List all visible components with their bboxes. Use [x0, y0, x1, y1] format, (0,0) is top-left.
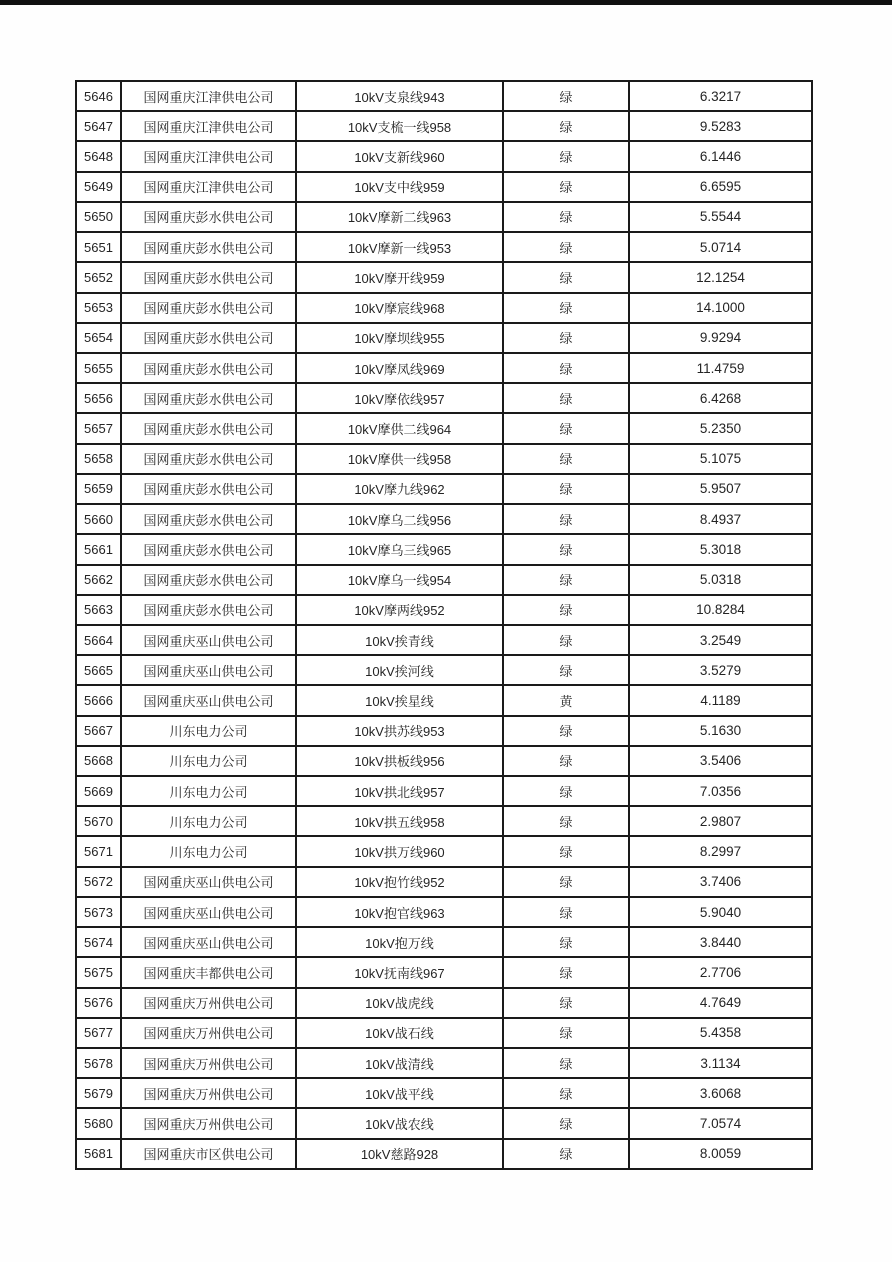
cell-row-number: 5674	[77, 928, 122, 956]
cell-row-number: 5657	[77, 414, 122, 442]
cell-line-name: 10kV拱万线960	[297, 837, 504, 865]
cell-status: 绿	[504, 717, 630, 745]
cell-status: 绿	[504, 414, 630, 442]
cell-value: 5.5544	[699, 209, 742, 225]
cell-line-name: 10kV战虎线	[297, 989, 504, 1017]
cell-row-number: 5667	[77, 717, 122, 745]
cell-line-name: 10kV抱官线963	[297, 898, 504, 926]
table-row	[77, 171, 811, 201]
cell-value: 5.4358	[699, 1025, 742, 1041]
table-row	[77, 382, 811, 412]
cell-line-name: 10kV摩凤线969	[297, 354, 504, 382]
cell-company: 国网重庆彭水供电公司	[122, 596, 297, 624]
table-row	[77, 473, 811, 503]
cell-line-name: 10kV抱万线	[297, 928, 504, 956]
cell-company: 国网重庆彭水供电公司	[122, 384, 297, 412]
cell-row-number: 5646	[77, 82, 122, 110]
cell-company: 川东电力公司	[122, 717, 297, 745]
table-row	[77, 110, 811, 140]
cell-value: 5.2350	[699, 421, 742, 437]
cell-value: 4.1189	[700, 692, 741, 708]
cell-row-number: 5647	[77, 112, 122, 140]
table-row	[77, 292, 811, 322]
table-row	[77, 1138, 811, 1168]
table-row	[77, 80, 811, 110]
cell-company: 国网重庆彭水供电公司	[122, 566, 297, 594]
cell-status: 绿	[504, 958, 630, 986]
cell-row-number: 5650	[77, 203, 122, 231]
table-row	[77, 1077, 811, 1107]
cell-status: 绿	[504, 294, 630, 322]
cell-value: 3.2549	[699, 632, 742, 648]
cell-status: 绿	[504, 596, 630, 624]
table-row	[77, 775, 811, 805]
cell-row-number: 5678	[77, 1049, 122, 1077]
cell-company: 川东电力公司	[122, 777, 297, 805]
cell-company: 国网重庆巫山供电公司	[122, 626, 297, 654]
power-line-table	[75, 80, 813, 1170]
cell-row-number: 5663	[77, 596, 122, 624]
cell-value: 9.5283	[699, 118, 742, 134]
cell-row-number: 5681	[77, 1140, 122, 1168]
cell-company: 国网重庆巫山供电公司	[122, 686, 297, 714]
cell-status: 绿	[504, 1140, 630, 1168]
cell-value: 8.2997	[699, 844, 742, 860]
cell-status: 绿	[504, 384, 630, 412]
table-row	[77, 503, 811, 533]
cell-value: 7.0574	[699, 1116, 742, 1132]
cell-line-name: 10kV摩坝线955	[297, 324, 504, 352]
cell-status: 绿	[504, 626, 630, 654]
cell-row-number: 5653	[77, 294, 122, 322]
cell-line-name: 10kV摩两线952	[297, 596, 504, 624]
cell-line-name: 10kV摩九线962	[297, 475, 504, 503]
cell-company: 国网重庆市区供电公司	[122, 1140, 297, 1168]
cell-status: 绿	[504, 142, 630, 170]
cell-company: 国网重庆巫山供电公司	[122, 928, 297, 956]
cell-line-name: 10kV支泉线943	[297, 82, 504, 110]
cell-line-name: 10kV拱五线958	[297, 807, 504, 835]
cell-line-name: 10kV摩乌二线956	[297, 505, 504, 533]
table-row	[77, 231, 811, 261]
cell-value: 4.7649	[699, 995, 742, 1011]
cell-line-name: 10kV摩乌一线954	[297, 566, 504, 594]
cell-status: 黄	[504, 686, 630, 714]
cell-line-name: 10kV抱竹线952	[297, 868, 504, 896]
cell-status: 绿	[504, 566, 630, 594]
cell-status: 绿	[504, 203, 630, 231]
cell-row-number: 5656	[77, 384, 122, 412]
cell-row-number: 5672	[77, 868, 122, 896]
cell-status: 绿	[504, 354, 630, 382]
cell-row-number: 5649	[77, 173, 122, 201]
cell-value: 3.5406	[699, 753, 742, 769]
cell-line-name: 10kV摩宸线968	[297, 294, 504, 322]
cell-row-number: 5670	[77, 807, 122, 835]
cell-company: 国网重庆彭水供电公司	[122, 535, 297, 563]
cell-row-number: 5659	[77, 475, 122, 503]
cell-company: 国网重庆彭水供电公司	[122, 263, 297, 291]
cell-value: 5.0318	[699, 572, 742, 588]
cell-row-number: 5677	[77, 1019, 122, 1047]
table-row	[77, 412, 811, 442]
table-row	[77, 835, 811, 865]
table-row	[77, 624, 811, 654]
cell-row-number: 5655	[77, 354, 122, 382]
cell-company: 国网重庆彭水供电公司	[122, 354, 297, 382]
cell-company: 国网重庆江津供电公司	[122, 112, 297, 140]
cell-company: 国网重庆彭水供电公司	[122, 324, 297, 352]
table-row	[77, 443, 811, 473]
cell-company: 川东电力公司	[122, 807, 297, 835]
table-row	[77, 926, 811, 956]
cell-row-number: 5666	[77, 686, 122, 714]
cell-company: 国网重庆彭水供电公司	[122, 203, 297, 231]
cell-company: 国网重庆丰都供电公司	[122, 958, 297, 986]
cell-row-number: 5652	[77, 263, 122, 291]
cell-line-name: 10kV战平线	[297, 1079, 504, 1107]
cell-value: 12.1254	[696, 269, 745, 285]
cell-status: 绿	[504, 1079, 630, 1107]
cell-company: 国网重庆彭水供电公司	[122, 294, 297, 322]
cell-line-name: 10kV摩新一线953	[297, 233, 504, 261]
cell-value: 6.3217	[699, 88, 742, 104]
table-row	[77, 805, 811, 835]
cell-company: 国网重庆万州供电公司	[122, 1079, 297, 1107]
cell-company: 国网重庆彭水供电公司	[122, 505, 297, 533]
cell-row-number: 5680	[77, 1109, 122, 1137]
cell-line-name: 10kV抚南线967	[297, 958, 504, 986]
page-top-edge-bar	[0, 0, 892, 5]
cell-line-name: 10kV挨青线	[297, 626, 504, 654]
cell-company: 国网重庆江津供电公司	[122, 173, 297, 201]
cell-line-name: 10kV慈路928	[297, 1140, 504, 1168]
cell-row-number: 5654	[77, 324, 122, 352]
table-row	[77, 866, 811, 896]
cell-row-number: 5679	[77, 1079, 122, 1107]
cell-company: 国网重庆万州供电公司	[122, 1019, 297, 1047]
cell-company: 国网重庆江津供电公司	[122, 142, 297, 170]
cell-status: 绿	[504, 928, 630, 956]
table-row	[77, 594, 811, 624]
table-row	[77, 1017, 811, 1047]
cell-company: 国网重庆巫山供电公司	[122, 656, 297, 684]
cell-value: 6.1446	[699, 149, 742, 165]
cell-company: 国网重庆彭水供电公司	[122, 445, 297, 473]
cell-status: 绿	[504, 535, 630, 563]
cell-line-name: 10kV支中线959	[297, 173, 504, 201]
cell-line-name: 10kV拱苏线953	[297, 717, 504, 745]
cell-status: 绿	[504, 656, 630, 684]
cell-company: 国网重庆彭水供电公司	[122, 414, 297, 442]
cell-line-name: 10kV战石线	[297, 1019, 504, 1047]
cell-line-name: 10kV战农线	[297, 1109, 504, 1137]
table-row	[77, 533, 811, 563]
cell-line-name: 10kV摩乌三线965	[297, 535, 504, 563]
cell-status: 绿	[504, 475, 630, 503]
cell-company: 国网重庆江津供电公司	[122, 82, 297, 110]
cell-row-number: 5662	[77, 566, 122, 594]
cell-value: 5.9040	[699, 904, 742, 920]
cell-status: 绿	[504, 807, 630, 835]
cell-company: 国网重庆万州供电公司	[122, 989, 297, 1017]
cell-company: 国网重庆巫山供电公司	[122, 898, 297, 926]
cell-value: 8.4937	[699, 511, 742, 527]
table-row	[77, 745, 811, 775]
cell-value: 6.4268	[699, 390, 742, 406]
cell-value: 10.8284	[696, 602, 745, 618]
cell-value: 3.5279	[699, 662, 742, 678]
cell-value: 8.0059	[699, 1146, 742, 1162]
cell-status: 绿	[504, 1019, 630, 1047]
cell-value: 2.7706	[699, 964, 742, 980]
cell-row-number: 5661	[77, 535, 122, 563]
cell-value: 3.7406	[699, 874, 742, 890]
cell-row-number: 5658	[77, 445, 122, 473]
cell-company: 国网重庆万州供电公司	[122, 1049, 297, 1077]
table-row	[77, 201, 811, 231]
cell-status: 绿	[504, 233, 630, 261]
cell-value: 3.8440	[699, 934, 742, 950]
cell-line-name: 10kV拱北线957	[297, 777, 504, 805]
table-row	[77, 140, 811, 170]
table-row	[77, 956, 811, 986]
cell-status: 绿	[504, 777, 630, 805]
table-row	[77, 684, 811, 714]
cell-line-name: 10kV挨河线	[297, 656, 504, 684]
cell-row-number: 5673	[77, 898, 122, 926]
cell-company: 国网重庆万州供电公司	[122, 1109, 297, 1137]
cell-line-name: 10kV摩新二线963	[297, 203, 504, 231]
cell-status: 绿	[504, 173, 630, 201]
cell-status: 绿	[504, 505, 630, 533]
table-row	[77, 1047, 811, 1077]
cell-company: 国网重庆彭水供电公司	[122, 233, 297, 261]
cell-value: 11.4759	[696, 360, 745, 376]
cell-status: 绿	[504, 837, 630, 865]
cell-status: 绿	[504, 898, 630, 926]
cell-line-name: 10kV支新线960	[297, 142, 504, 170]
cell-status: 绿	[504, 82, 630, 110]
table-row	[77, 564, 811, 594]
table-row	[77, 352, 811, 382]
cell-row-number: 5665	[77, 656, 122, 684]
cell-line-name: 10kV支梳一线958	[297, 112, 504, 140]
cell-row-number: 5664	[77, 626, 122, 654]
table-row	[77, 715, 811, 745]
cell-line-name: 10kV摩开线959	[297, 263, 504, 291]
cell-value: 5.0714	[699, 239, 742, 255]
cell-line-name: 10kV摩供一线958	[297, 445, 504, 473]
cell-value: 7.0356	[699, 783, 742, 799]
cell-value: 2.9807	[699, 813, 742, 829]
table-row	[77, 654, 811, 684]
cell-value: 6.6595	[699, 179, 742, 195]
cell-value: 3.1134	[700, 1055, 741, 1071]
cell-line-name: 10kV挨星线	[297, 686, 504, 714]
cell-status: 绿	[504, 1109, 630, 1137]
cell-status: 绿	[504, 263, 630, 291]
cell-company: 国网重庆彭水供电公司	[122, 475, 297, 503]
cell-row-number: 5671	[77, 837, 122, 865]
cell-row-number: 5676	[77, 989, 122, 1017]
cell-line-name: 10kV战清线	[297, 1049, 504, 1077]
table-row	[77, 322, 811, 352]
table-row	[77, 1107, 811, 1137]
cell-status: 绿	[504, 989, 630, 1017]
cell-status: 绿	[504, 747, 630, 775]
cell-value: 9.9294	[699, 330, 742, 346]
cell-value: 3.6068	[699, 1085, 742, 1101]
cell-status: 绿	[504, 445, 630, 473]
cell-company: 国网重庆巫山供电公司	[122, 868, 297, 896]
cell-row-number: 5668	[77, 747, 122, 775]
cell-company: 川东电力公司	[122, 837, 297, 865]
cell-line-name: 10kV摩依线957	[297, 384, 504, 412]
cell-row-number: 5648	[77, 142, 122, 170]
cell-value: 14.1000	[696, 300, 745, 316]
cell-row-number: 5651	[77, 233, 122, 261]
cell-value: 5.9507	[699, 481, 742, 497]
cell-line-name: 10kV摩供二线964	[297, 414, 504, 442]
table-row	[77, 987, 811, 1017]
cell-row-number: 5660	[77, 505, 122, 533]
cell-value: 5.3018	[699, 541, 742, 557]
cell-row-number: 5675	[77, 958, 122, 986]
cell-status: 绿	[504, 1049, 630, 1077]
cell-line-name: 10kV拱板线956	[297, 747, 504, 775]
cell-company: 川东电力公司	[122, 747, 297, 775]
cell-value: 5.1630	[699, 723, 742, 739]
table-row	[77, 261, 811, 291]
cell-value: 5.1075	[699, 451, 742, 467]
cell-row-number: 5669	[77, 777, 122, 805]
cell-status: 绿	[504, 324, 630, 352]
cell-status: 绿	[504, 868, 630, 896]
cell-status: 绿	[504, 112, 630, 140]
table-row	[77, 896, 811, 926]
